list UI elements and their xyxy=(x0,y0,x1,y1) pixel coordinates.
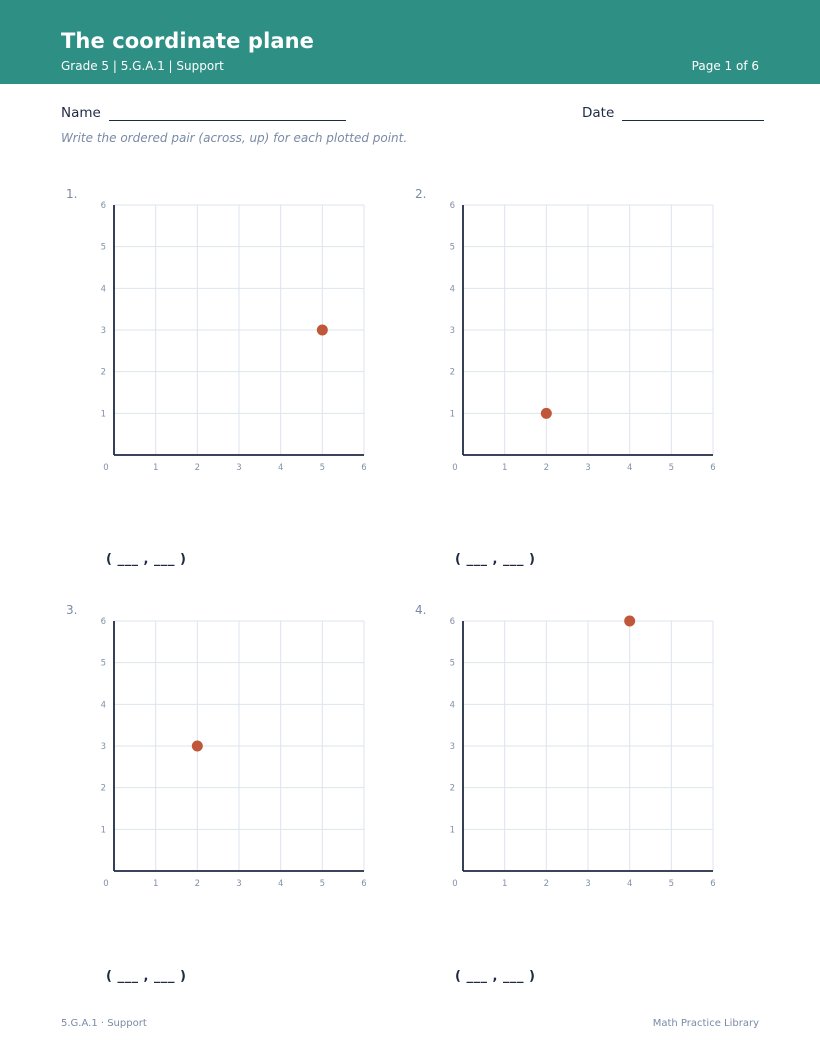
y-tick-label: 2 xyxy=(100,367,106,378)
x-tick-label: 2 xyxy=(543,463,550,473)
date-input-line[interactable] xyxy=(622,106,764,121)
y-tick-label: 4 xyxy=(449,700,455,711)
x-tick-label: 4 xyxy=(626,463,633,473)
y-tick-label: 6 xyxy=(100,201,106,211)
x-tick-label: 4 xyxy=(277,463,284,473)
problem-number: 4. xyxy=(415,603,427,617)
x-tick-label: 6 xyxy=(710,879,716,889)
y-tick-label: 3 xyxy=(100,742,106,752)
problem-number: 2. xyxy=(415,187,427,201)
x-tick-label: 6 xyxy=(361,463,367,473)
x-tick-label: 5 xyxy=(668,463,675,473)
footer-library: Math Practice Library xyxy=(652,1018,759,1029)
x-tick-label: 5 xyxy=(668,879,675,889)
y-tick-label: 5 xyxy=(100,242,106,253)
x-tick-label: 2 xyxy=(194,463,201,473)
y-tick-label: 5 xyxy=(100,658,106,669)
y-tick-label: 1 xyxy=(100,825,106,836)
plotted-point xyxy=(317,325,328,336)
x-tick-label: 0 xyxy=(452,879,458,889)
y-tick-label: 1 xyxy=(100,409,106,420)
x-tick-label: 0 xyxy=(452,463,458,473)
y-tick-label: 6 xyxy=(100,617,106,627)
date-label: Date xyxy=(582,105,615,121)
coordinate-grid-1 xyxy=(66,187,386,477)
y-tick-label: 2 xyxy=(449,367,455,378)
problem-4 xyxy=(415,603,745,1013)
answer-blank[interactable]: ( ___ , ___ ) xyxy=(455,552,536,567)
y-tick-label: 6 xyxy=(449,617,455,627)
x-tick-label: 1 xyxy=(501,879,508,889)
coordinate-grid-2 xyxy=(415,187,735,477)
answer-blank[interactable]: ( ___ , ___ ) xyxy=(106,969,187,984)
x-tick-label: 6 xyxy=(361,879,367,889)
y-tick-label: 5 xyxy=(449,658,455,669)
x-tick-label: 0 xyxy=(103,463,109,473)
coordinate-grid-3 xyxy=(66,603,386,893)
y-tick-label: 1 xyxy=(449,825,455,836)
instructions: Write the ordered pair (across, up) for each plotted point. xyxy=(61,131,408,145)
page-title: The coordinate plane xyxy=(61,29,315,53)
problem-number: 3. xyxy=(66,603,78,617)
problem-3 xyxy=(66,603,396,1013)
name-label: Name xyxy=(61,105,101,121)
y-tick-label: 2 xyxy=(449,783,455,794)
x-tick-label: 0 xyxy=(103,879,109,889)
x-tick-label: 5 xyxy=(319,879,326,889)
x-tick-label: 4 xyxy=(626,879,633,889)
y-tick-label: 3 xyxy=(100,326,106,336)
x-tick-label: 3 xyxy=(585,879,591,889)
y-tick-label: 4 xyxy=(449,284,455,295)
plotted-point xyxy=(541,408,552,419)
y-tick-label: 2 xyxy=(100,783,106,794)
x-tick-label: 2 xyxy=(543,879,550,889)
problem-number: 1. xyxy=(66,187,78,201)
x-tick-label: 1 xyxy=(152,463,159,473)
y-tick-label: 3 xyxy=(449,742,455,752)
coordinate-grid-4 xyxy=(415,603,735,893)
answer-blank[interactable]: ( ___ , ___ ) xyxy=(106,552,187,567)
x-tick-label: 2 xyxy=(194,879,201,889)
plotted-point xyxy=(192,741,203,752)
y-tick-label: 4 xyxy=(100,700,106,711)
x-tick-label: 5 xyxy=(319,463,326,473)
grade-standard-label: Grade 5 | 5.G.A.1 | Support xyxy=(61,59,224,73)
x-tick-label: 6 xyxy=(710,463,716,473)
worksheet-header xyxy=(0,0,820,84)
x-tick-label: 1 xyxy=(152,879,159,889)
answer-blank[interactable]: ( ___ , ___ ) xyxy=(455,969,536,984)
date-field-row xyxy=(582,105,764,121)
name-input-line[interactable] xyxy=(109,106,346,121)
y-tick-label: 6 xyxy=(449,201,455,211)
plotted-point xyxy=(624,616,635,627)
footer-standard: 5.G.A.1 · Support xyxy=(61,1018,147,1029)
problem-2 xyxy=(415,187,745,597)
y-tick-label: 4 xyxy=(100,284,106,295)
x-tick-label: 4 xyxy=(277,879,284,889)
y-tick-label: 1 xyxy=(449,409,455,420)
problem-1 xyxy=(66,187,396,597)
page-number: Page 1 of 6 xyxy=(691,59,759,73)
x-tick-label: 3 xyxy=(236,879,242,889)
y-tick-label: 5 xyxy=(449,242,455,253)
x-tick-label: 1 xyxy=(501,463,508,473)
name-field-row xyxy=(61,105,346,121)
x-tick-label: 3 xyxy=(236,463,242,473)
x-tick-label: 3 xyxy=(585,463,591,473)
y-tick-label: 3 xyxy=(449,326,455,336)
